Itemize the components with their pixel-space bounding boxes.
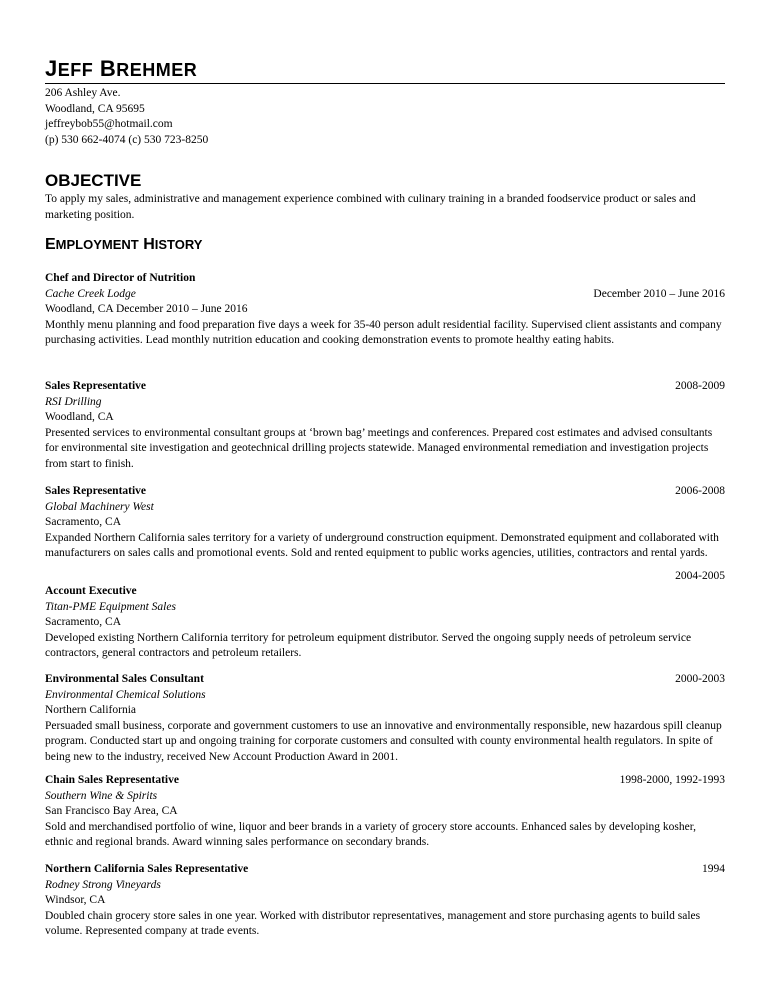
address-line-2: Woodland, CA 95695 bbox=[45, 102, 145, 115]
job-location: Woodland, CA bbox=[45, 411, 114, 423]
job-company: Titan-PME Equipment Sales bbox=[45, 600, 176, 613]
job-company: Southern Wine & Spirits bbox=[45, 789, 158, 802]
objective-heading: OBJECTIVE bbox=[45, 171, 142, 190]
job-dates: 2006-2008 bbox=[675, 485, 725, 497]
employment-heading-initial-2: H bbox=[143, 236, 155, 253]
name-last-rest: REHMER bbox=[116, 60, 198, 80]
job-location: San Francisco Bay Area, CA bbox=[45, 805, 178, 817]
job-location: Sacramento, CA bbox=[45, 516, 122, 528]
job-location: Woodland, CA December 2010 – June 2016 bbox=[45, 303, 248, 315]
job-title: Northern California Sales Representative bbox=[45, 863, 249, 875]
job-dates: December 2010 – June 2016 bbox=[593, 287, 725, 300]
job-entry bbox=[45, 271, 725, 349]
employment-heading-initial-1: E bbox=[45, 236, 56, 253]
job-company: RSI Drilling bbox=[45, 395, 102, 408]
job-title: Chain Sales Representative bbox=[45, 774, 179, 786]
job-entry bbox=[45, 484, 725, 562]
objective-text: To apply my sales, administrative and management experience combined with culinary training in a branded foodservice product or sales and marketing position. bbox=[45, 193, 696, 221]
job-description: Presented services to environmental consultant groups at ‘brown bag’ meetings and conferences. Prepared cost estimates and advised consultants for environmental site investigation and geotechnical drilling projects statewide. Managed environmental remediation and investigation projects from start to finish. bbox=[45, 426, 713, 470]
address-line-1: 206 Ashley Ave. bbox=[45, 87, 121, 99]
job-company: Global Machinery West bbox=[45, 500, 154, 513]
job-dates: 1998-2000, 1992-1993 bbox=[619, 774, 725, 786]
job-title: Account Executive bbox=[45, 585, 137, 597]
job-title: Sales Representative bbox=[45, 485, 147, 497]
name-last-initial: B bbox=[99, 56, 117, 81]
job-description: Expanded Northern California sales territory for a variety of underground construction equipment. Demonstrated equipment and collaborated with manufacturers on sales calls and promotional events. Sold and rented equipment to public works agencies, utilities, contractors and rental yards. bbox=[45, 531, 719, 559]
job-title: Sales Representative bbox=[45, 380, 147, 392]
employment-heading-rest-1: MPLOYMENT bbox=[55, 237, 139, 252]
job-entry bbox=[45, 584, 725, 662]
job-title: Chef and Director of Nutrition bbox=[45, 272, 196, 284]
phone-numbers: (p) 530 662-4074 (c) 530 723-8250 bbox=[45, 133, 209, 146]
job-company: Environmental Chemical Solutions bbox=[45, 688, 206, 701]
applicant-name bbox=[45, 56, 197, 82]
employment-heading bbox=[45, 236, 202, 254]
job-location: Sacramento, CA bbox=[45, 616, 122, 628]
job-description: Monthly menu planning and food preparation five days a week for 35-40 person adult residential facility. Supervised client assistants and company purchasing activities. Lead monthly nutrition education and cooking demonstration events to promote healthy eating habits. bbox=[45, 318, 722, 346]
job-title: Environmental Sales Consultant bbox=[45, 673, 204, 685]
job-dates: 2004-2005 bbox=[675, 570, 725, 582]
email: jeffreybob55@hotmail.com bbox=[45, 118, 173, 130]
job-location: Northern California bbox=[45, 704, 137, 716]
job-entry bbox=[45, 379, 725, 472]
job-description: Doubled chain grocery store sales in one year. Worked with distributor representatives, management and store purchasing agents to build sales volume. Represented company at trade events. bbox=[45, 909, 701, 937]
job-entry bbox=[45, 862, 725, 940]
job-entry bbox=[45, 672, 725, 765]
job-dates: 2000-2003 bbox=[675, 673, 725, 685]
name-first-rest: EFF bbox=[57, 60, 94, 80]
job-company: Rodney Strong Vineyards bbox=[45, 878, 161, 891]
employment-heading-rest-2: ISTORY bbox=[154, 237, 203, 252]
job-location: Windsor, CA bbox=[45, 894, 106, 906]
job-dates: 2008-2009 bbox=[675, 380, 725, 392]
job-company: Cache Creek Lodge bbox=[45, 287, 136, 300]
job-description: Sold and merchandised portfolio of wine, liquor and beer brands in a variety of grocery store accounts. Enhanced sales by developing kosher, ethnic and regional brands. Award winning sales performance on secondary brands. bbox=[45, 820, 697, 848]
name-first-initial: J bbox=[45, 56, 58, 81]
header-divider bbox=[45, 83, 725, 84]
job-entry bbox=[45, 773, 725, 851]
job-description: Persuaded small business, corporate and government customers to use an innovative and environmentally responsible, new hazardous spill cleanup program. Conducted start up and ongoing training for corporate customers and consulted with county environmental health regulators. In spite of being new to the industry, received New Account Production Award in 2001. bbox=[45, 719, 722, 763]
job-dates: 1994 bbox=[702, 863, 725, 875]
contact-block bbox=[45, 86, 208, 148]
job-description: Developed existing Northern California territory for petroleum equipment distributor. Served the ongoing supply needs of petroleum service contractors, general contractors and petroleum retailers. bbox=[45, 631, 692, 659]
